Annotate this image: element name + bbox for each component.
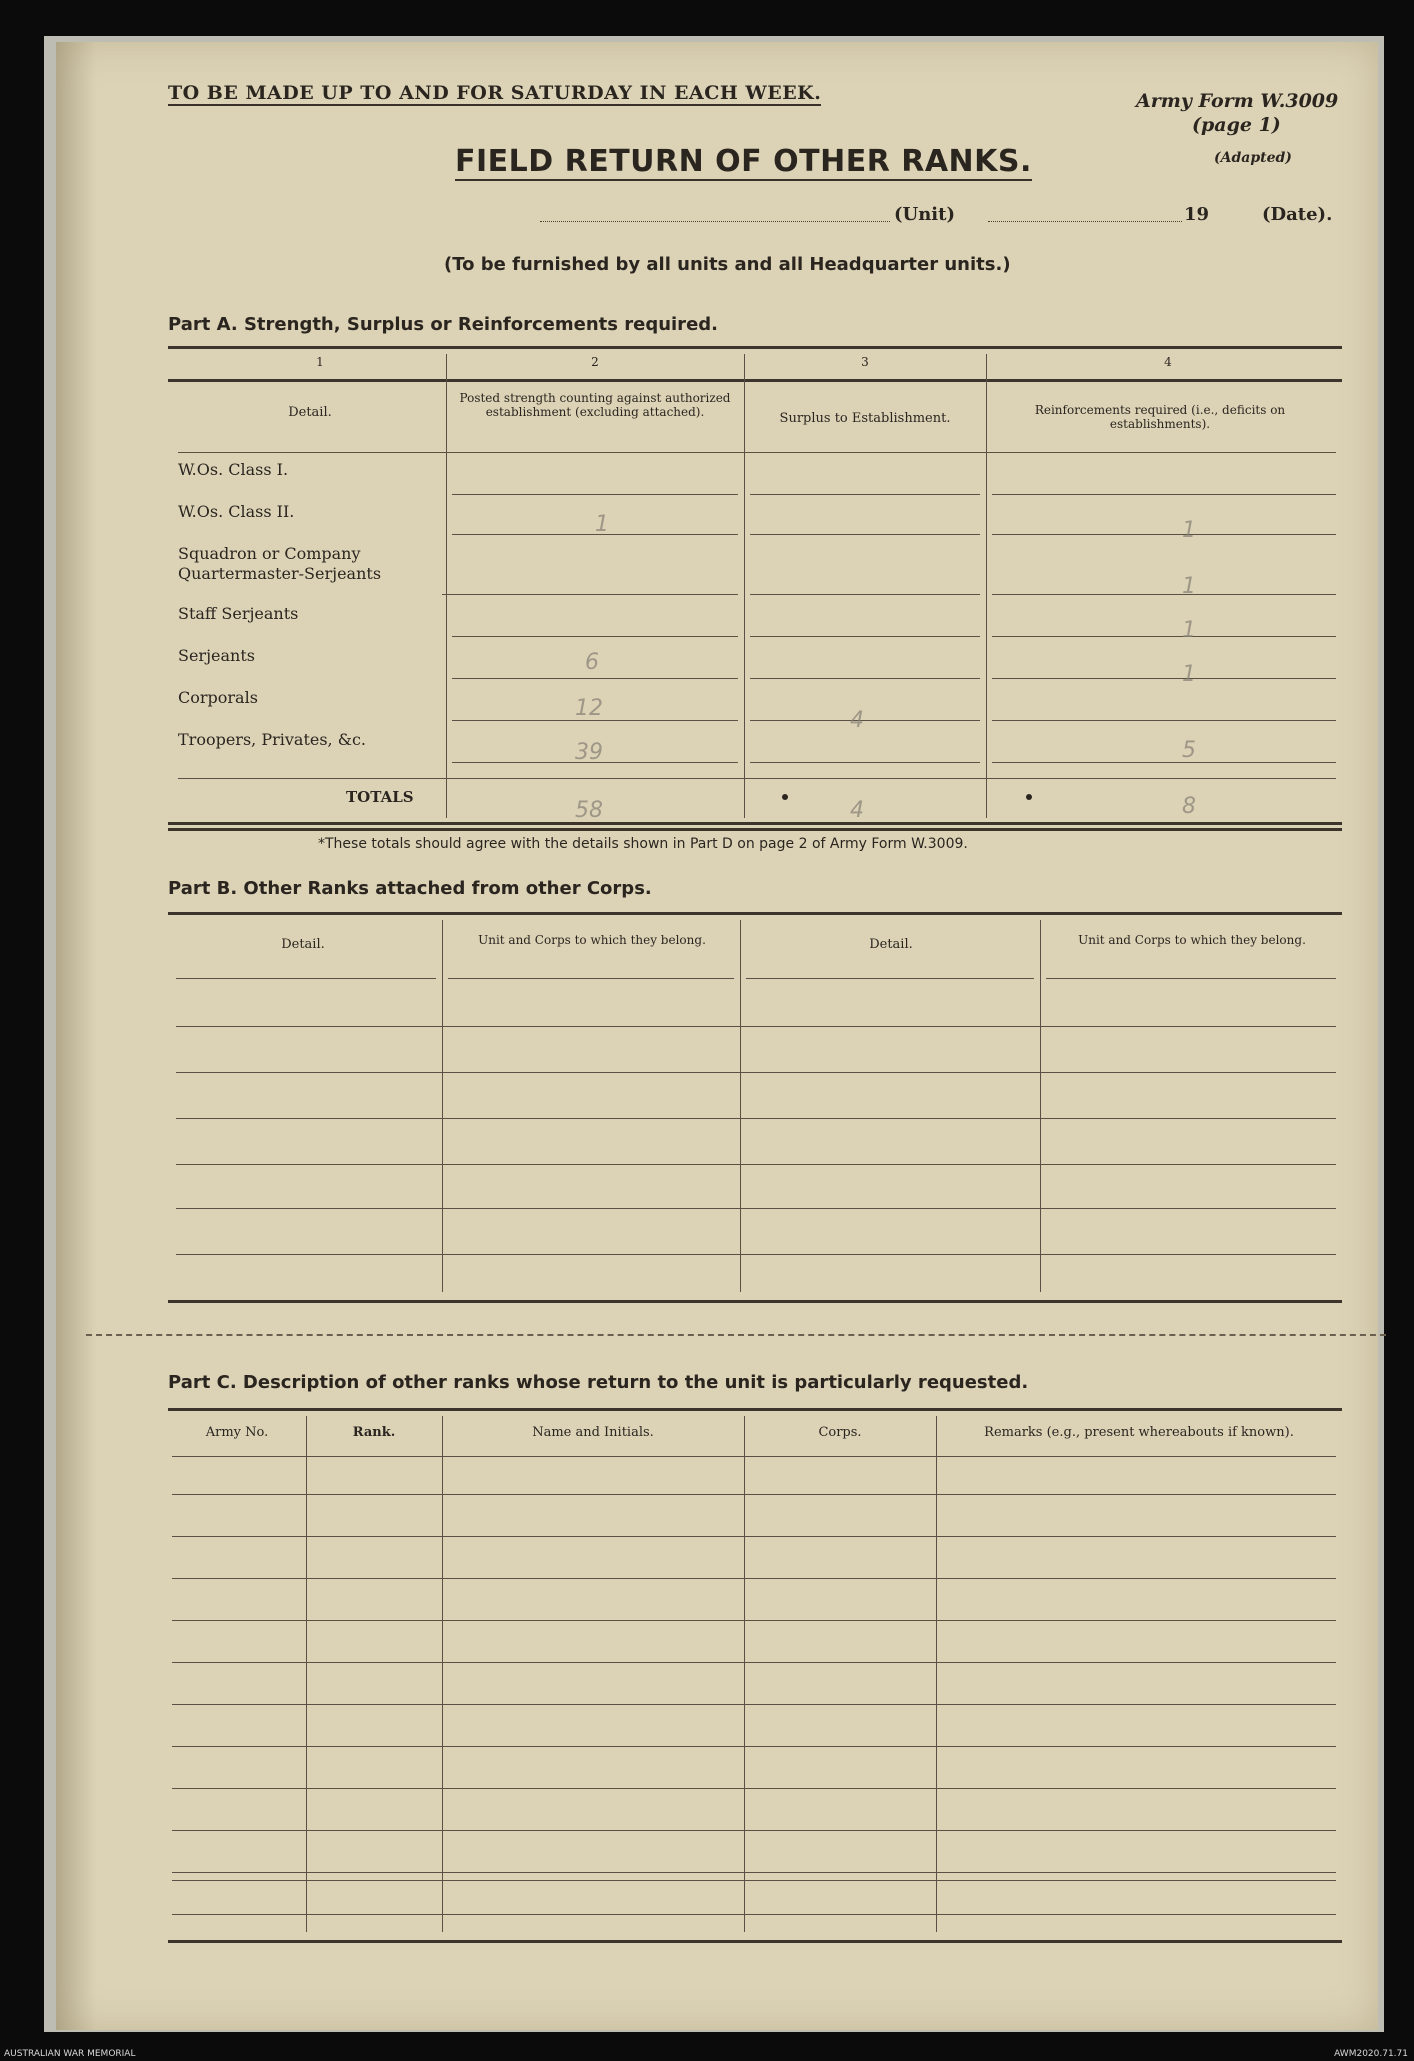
fold-line <box>86 1334 1386 1336</box>
row-totals: TOTALS <box>346 788 414 806</box>
footer-source: AUSTRALIAN WAR MEMORIAL <box>4 2049 136 2059</box>
part-b-col-unit-1: Unit and Corps to which they belong. <box>478 933 706 947</box>
footer-accession: AWM2020.71.71 <box>1334 2049 1408 2059</box>
hw-col2-total: 58 <box>575 798 603 823</box>
hw-col3-row7: 4 <box>850 708 864 733</box>
part-b-heading: Part B. Other Ranks attached from other Corps. <box>168 878 652 899</box>
hw-col2-row6: 12 <box>575 696 603 721</box>
part-c-heading: Part C. Description of other ranks whose return to the unit is particularly requested. <box>168 1372 1029 1393</box>
unit-label: (Unit) <box>894 204 955 225</box>
form-subtitle: (To be furnished by all units and all Headquarter units.) <box>444 254 1011 275</box>
col-header-surplus: Surplus to Establishment. <box>779 411 951 426</box>
hw-col2-row7: 39 <box>575 740 603 765</box>
hw-col2-row5: 6 <box>585 650 599 675</box>
hw-col4-row7: 5 <box>1182 738 1196 763</box>
part-b-col-unit-2: Unit and Corps to which they belong. <box>1078 933 1306 947</box>
col-header-detail: Detail. <box>288 405 332 420</box>
part-a-note: *These totals should agree with the details shown in Part D on page 2 of Army Form W.3009. <box>318 836 968 852</box>
totals-dot-col4 <box>1026 794 1032 800</box>
col-header-reinforcements: Reinforcements required (i.e., deficits on establishments). <box>1034 403 1286 431</box>
row-staff-serjeants: Staff Serjeants <box>178 604 299 623</box>
row-corporals: Corporals <box>178 688 258 707</box>
col-number-1: 1 <box>316 355 324 369</box>
form-page: (page 1) <box>1192 114 1281 136</box>
row-troopers-privates: Troopers, Privates, &c. <box>178 730 367 749</box>
part-c-col-corps: Corps. <box>818 1425 862 1440</box>
part-c-col-remarks: Remarks (e.g., present whereabouts if known). <box>984 1425 1294 1440</box>
part-c-col-name: Name and Initials. <box>532 1425 654 1440</box>
unit-field[interactable] <box>540 221 890 222</box>
row-wo-class-2: W.Os. Class II. <box>178 502 295 521</box>
adapted-label: (Adapted) <box>1214 150 1292 166</box>
part-c-col-army-no: Army No. <box>205 1425 269 1440</box>
col-number-2: 2 <box>591 355 599 369</box>
row-wo-class-1: W.Os. Class I. <box>178 460 289 479</box>
hw-col2-row2: 1 <box>595 512 609 537</box>
part-b-col-detail-2: Detail. <box>869 937 913 952</box>
instruction-line: TO BE MADE UP TO AND FOR SATURDAY IN EACH WEEK. <box>168 82 822 104</box>
row-quartermaster-serjeants: Squadron or Company Quartermaster-Serjeants <box>178 544 382 583</box>
date-field[interactable] <box>988 221 1182 222</box>
hw-col4-row3: 1 <box>1182 574 1196 599</box>
form-sheet <box>56 42 1378 2030</box>
row-serjeants: Serjeants <box>178 646 255 665</box>
col-header-posted-strength: Posted strength counting against authorized establishment (excluding attached). <box>459 391 731 419</box>
hw-col4-total: 8 <box>1182 794 1196 819</box>
hw-col4-row2: 1 <box>1182 518 1196 543</box>
hw-col4-row6: 1 <box>1182 662 1196 687</box>
col-number-3: 3 <box>861 355 869 369</box>
year-label: 19 <box>1184 204 1210 225</box>
date-label: (Date). <box>1262 204 1333 225</box>
part-b-col-detail-1: Detail. <box>281 937 325 952</box>
hw-col4-row4: 1 <box>1182 618 1196 643</box>
part-a-heading: Part A. Strength, Surplus or Reinforcements required. <box>168 314 718 335</box>
form-title: FIELD RETURN OF OTHER RANKS. <box>455 144 1032 179</box>
hw-col3-total: 4 <box>850 798 864 823</box>
totals-dot-col3 <box>782 794 788 800</box>
form-name: Army Form W.3009 <box>1136 90 1339 112</box>
col-number-4: 4 <box>1164 355 1172 369</box>
part-c-col-rank: Rank. <box>352 1425 396 1440</box>
